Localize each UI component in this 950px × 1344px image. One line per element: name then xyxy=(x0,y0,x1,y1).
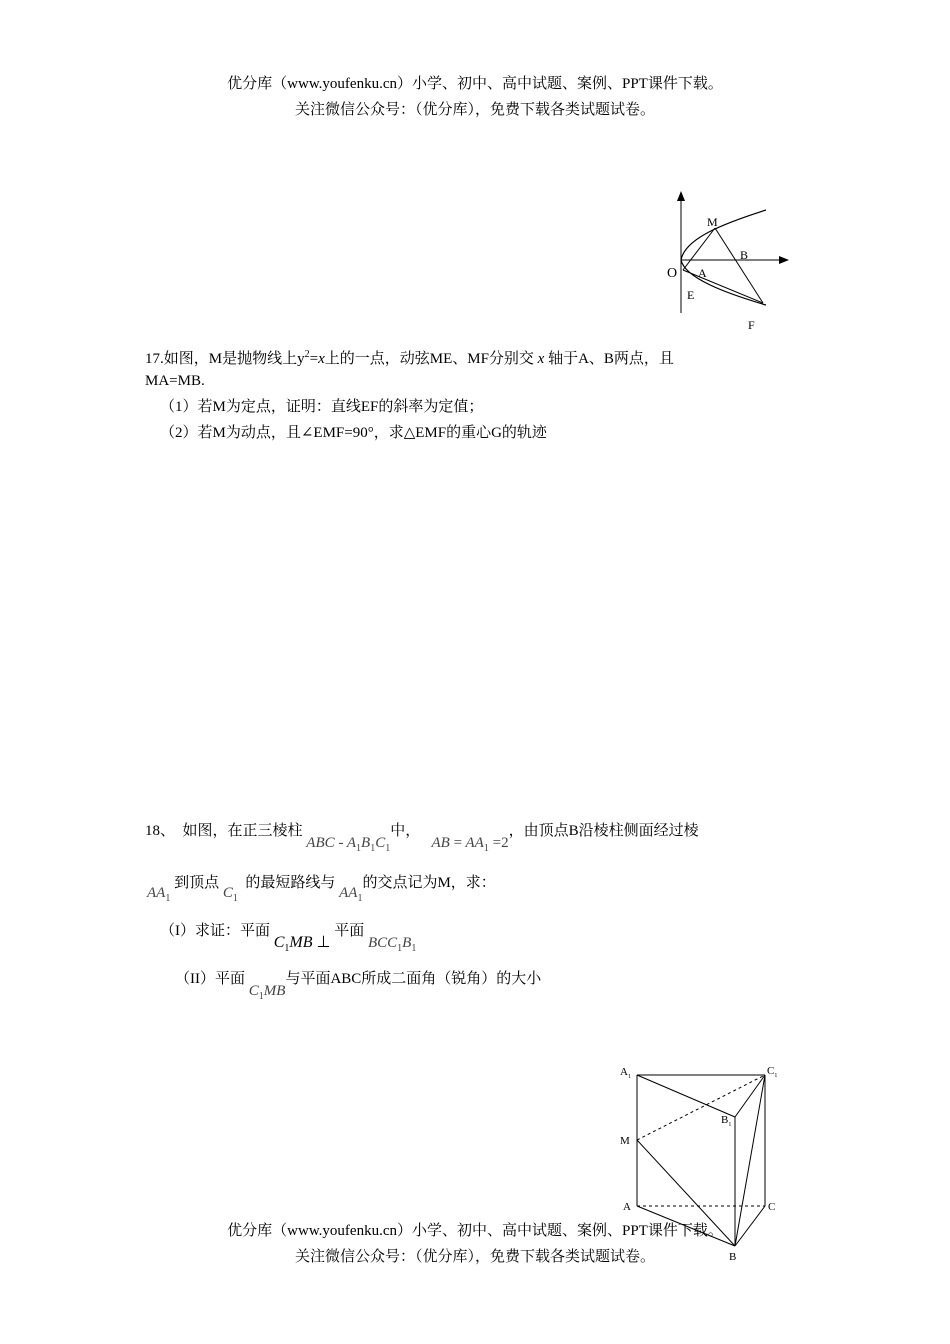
label-B1: $B_1$ xyxy=(721,1114,732,1128)
q18-part2 xyxy=(175,966,542,1002)
q18-prism-top-b: B xyxy=(361,835,371,851)
q18-plane-c1mb xyxy=(273,934,331,955)
x-axis-arrow-icon xyxy=(779,256,789,264)
q17-sub1: （1）若M为定点，证明：直线EF的斜率为定值； xyxy=(160,399,484,415)
q18-line2-c-sub: 1 xyxy=(232,893,238,904)
q18-sub-a: 1 xyxy=(356,843,362,854)
q17-stem-part2: = xyxy=(309,351,319,367)
q18-line2-aa: AA xyxy=(147,885,166,901)
q17-stem xyxy=(145,342,810,372)
q18-prism-base: ABC xyxy=(306,835,335,851)
q18-part2-sub: 1 xyxy=(258,991,264,1002)
edge-B1C1 xyxy=(735,1075,765,1117)
q17-stem-part1: 如图，M是抛物线上y xyxy=(163,351,305,367)
q18-eq-left: AB xyxy=(431,835,450,851)
q18-eq-mid: AA xyxy=(465,835,484,851)
q18-part1-plane2a: BCC xyxy=(367,935,398,951)
label-C1: $C_1$ xyxy=(767,1065,778,1079)
q18-part2-label: （II）平面 xyxy=(175,971,245,987)
q18-prism-top-a: A xyxy=(346,835,357,851)
q18-line2-aa2-sub: 1 xyxy=(357,893,363,904)
header-line-2: 关注微信公众号：（优分库），免费下载各类试题试卷。 xyxy=(294,102,655,118)
q18-prism-top-c: C xyxy=(375,835,386,851)
q18-edge-aa1 xyxy=(147,885,171,904)
q18-perp: ⊥ xyxy=(316,934,331,951)
q18-text1: 如图，在正三棱柱 xyxy=(182,823,303,839)
q17-sup: 2 xyxy=(304,349,310,360)
q18-part1-sub3: 1 xyxy=(411,943,417,954)
q18-stem-line2 xyxy=(147,870,496,902)
q18-dash: - xyxy=(338,835,344,851)
label-A: A xyxy=(698,266,707,280)
label-E: E xyxy=(687,288,695,302)
q18-part1-sub2: 1 xyxy=(397,943,403,954)
q18-line2-c: C xyxy=(222,885,233,901)
label-M: M xyxy=(707,215,718,229)
q18-part2-plane-mb: MB xyxy=(263,983,286,999)
q18-sub-b: 1 xyxy=(370,843,376,854)
label-B: B xyxy=(740,248,749,262)
q18-prism-name xyxy=(306,835,391,854)
q18-eq-sub: 1 xyxy=(483,843,489,854)
q18-eq-sign2: = xyxy=(492,835,502,851)
q18-text4: 到顶点 xyxy=(174,875,220,891)
q18-line2-aa2: AA xyxy=(339,885,358,901)
q18-text6: 的交点记为M，求： xyxy=(362,875,496,891)
label-C: C xyxy=(768,1201,776,1213)
y-axis-arrow-icon xyxy=(677,191,685,201)
q18-sub-c: 1 xyxy=(385,843,391,854)
q18-equation xyxy=(431,835,509,854)
q18-eq-val: 2 xyxy=(501,835,509,851)
q18-text5: 的最短路线与 xyxy=(245,875,336,891)
q18-part1-plane2b: B xyxy=(402,935,412,951)
q17-x2: x xyxy=(537,351,545,367)
q18-text2: 中， xyxy=(390,823,421,839)
q17-stem-part4: 轴于A、B两点，且 xyxy=(548,351,674,367)
label-A1: $A_1$ xyxy=(620,1066,631,1080)
label-A: A xyxy=(623,1201,631,1213)
q17-sub2: （2）若M为动点，且∠EMF=90°，求△EMF的重心G的轨迹 xyxy=(160,425,547,441)
footer-line-2: 关注微信公众号：（优分库），免费下载各类试题试卷。 xyxy=(294,1249,655,1265)
chord-ME xyxy=(683,228,715,270)
label-M: M xyxy=(620,1135,630,1147)
q17-x: x xyxy=(318,351,325,367)
label-B: B xyxy=(729,1251,737,1263)
q17-stem-line2: MA=MB. xyxy=(145,373,205,389)
q18-part2-rest: 与平面ABC所成二面角（锐角）的大小 xyxy=(285,971,542,987)
chord-MF xyxy=(715,228,763,303)
label-O: O xyxy=(667,266,678,281)
q18-vertex-c1 xyxy=(222,885,238,904)
q18-stem-line1 xyxy=(145,818,815,854)
q17-number: 17. xyxy=(145,351,164,367)
line-MC1-hidden xyxy=(637,1075,765,1140)
footer-line-1: 优分库（www.youfenku.cn）小学、初中、高中试题、案例、PPT课件下载。 xyxy=(227,1223,723,1239)
q18-plane-bcc1b1 xyxy=(367,935,417,954)
edge-A1B1 xyxy=(637,1075,735,1117)
q18-part1-label: （I）求证：平面 xyxy=(160,923,270,939)
chord-EF xyxy=(683,270,763,303)
q18-part1-sub: 1 xyxy=(284,943,290,955)
q18-number: 18、 xyxy=(145,823,176,839)
q18-line2-aa-sub: 1 xyxy=(165,893,171,904)
q17-stem-part3: 上的一点，动弦ME、MF分别交 xyxy=(324,351,534,367)
q18-text3: ，由顶点B沿棱柱侧面经过棱 xyxy=(508,823,699,839)
header-line-1: 优分库（www.youfenku.cn）小学、初中、高中试题、案例、PPT课件下载。 xyxy=(227,76,723,92)
figure-17-parabola xyxy=(655,188,800,338)
q18-eq-sign1: = xyxy=(453,835,463,851)
label-F: F xyxy=(748,318,755,332)
q18-part2-plane xyxy=(248,983,286,1002)
q18-part1-plane1b: MB xyxy=(289,934,313,951)
q18-part1-mid: 平面 xyxy=(334,923,365,939)
q18-edge-aa1-b xyxy=(339,885,363,904)
q18-part2-plane-c: C xyxy=(248,983,259,999)
q18-part1-plane1: C xyxy=(273,934,285,951)
q18-part1 xyxy=(160,918,417,955)
